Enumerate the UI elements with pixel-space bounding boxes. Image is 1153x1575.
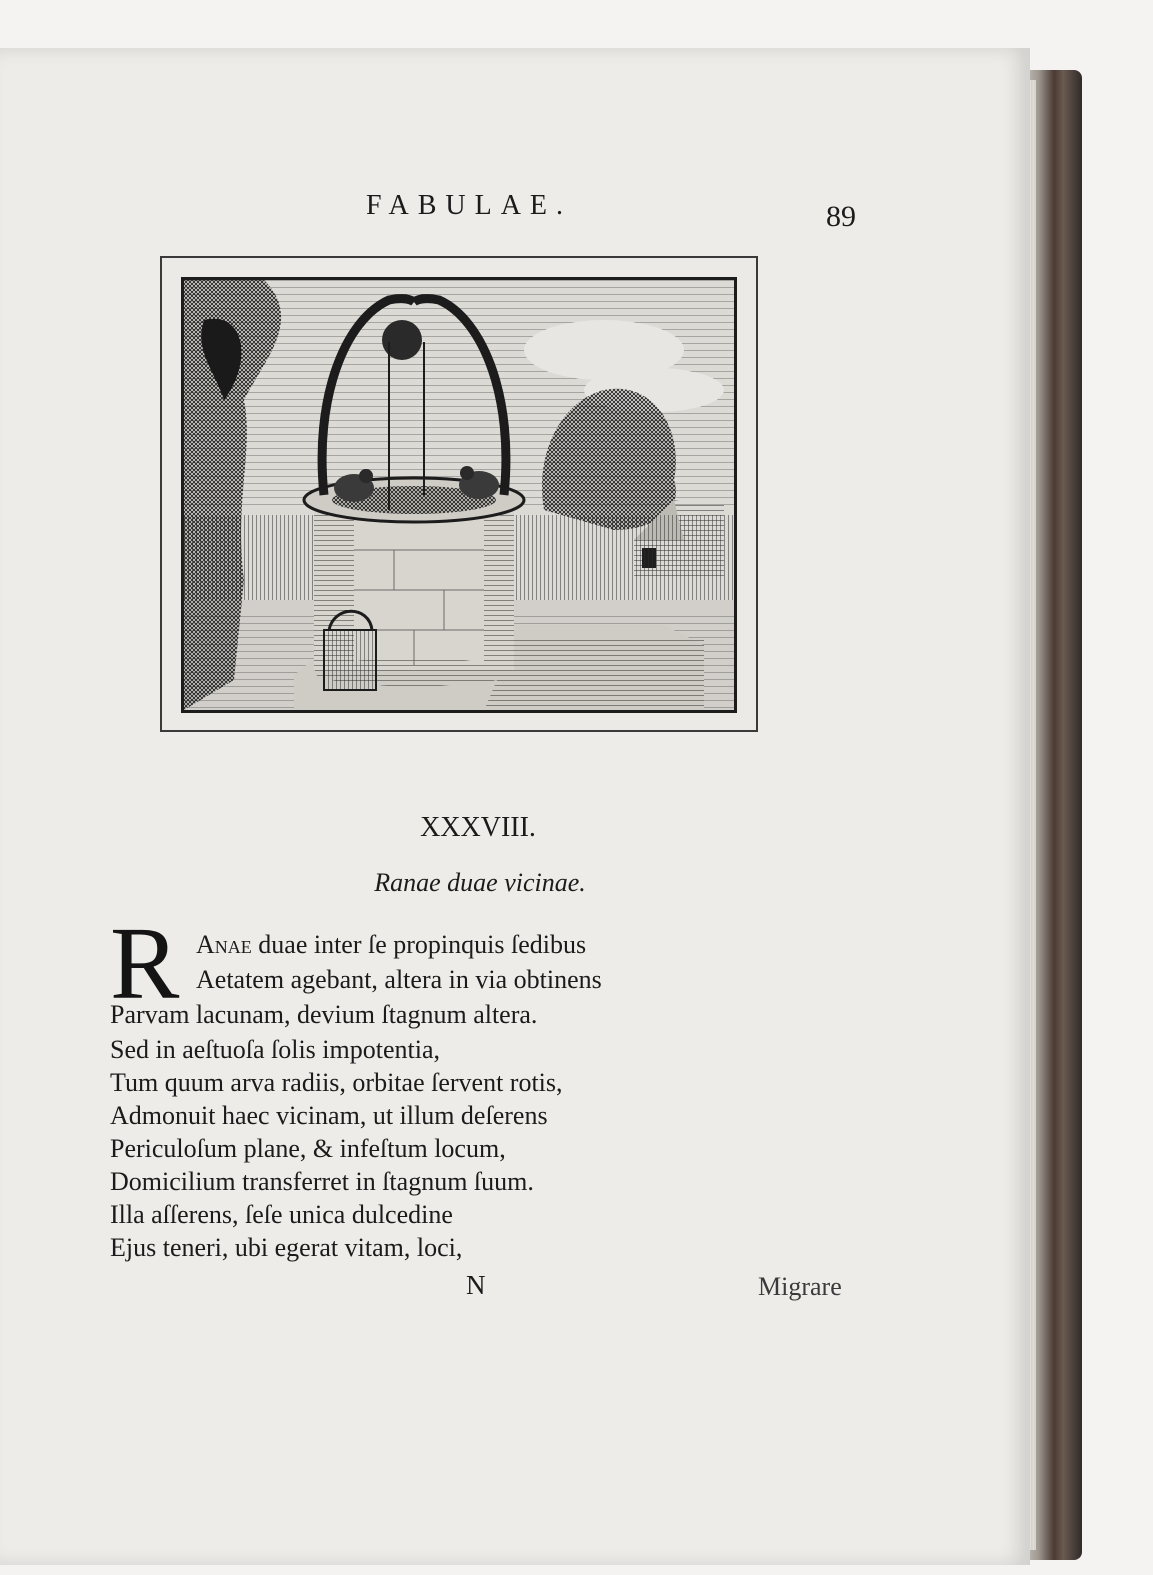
running-head: FABULAE. <box>366 190 573 221</box>
signature-mark: N <box>466 1270 486 1300</box>
verse-line-9: Illa aſſerens, ſeſe unica dulcedine <box>110 1200 453 1229</box>
first-line-rest: duae inter ſe propinquis ſedibus <box>251 930 587 959</box>
catchword: Migrare <box>758 1272 842 1301</box>
fable-number: XXXVIII. <box>420 812 536 843</box>
verse-line-7: Periculoſum plane, & infeſtum locum, <box>110 1134 506 1163</box>
verse-line-8: Domicilium transferret in ſtagnum ſuum. <box>110 1167 534 1196</box>
verse-line-5: Tum quum arva radiis, orbitae ſervent rotis, <box>110 1068 563 1097</box>
verse-line-6: Admonuit haec vicinam, ut illum deſerens <box>110 1101 548 1130</box>
page-number: 89 <box>826 200 856 233</box>
show-through-text <box>300 820 306 846</box>
verse-line-10: Ejus teneri, ubi egerat vitam, loci, <box>110 1233 463 1262</box>
engraving-illustration <box>181 277 737 713</box>
verse-line-4: Sed in aeſtuoſa ſolis impotentia, <box>110 1035 441 1064</box>
first-word-smallcaps: Anae <box>196 930 252 959</box>
well-engraving-image <box>184 280 734 710</box>
drop-cap-initial: R <box>110 906 180 1021</box>
verse-line-1 <box>196 930 586 960</box>
verse-line-3: Parvam lacunam, devium ſtagnum altera. <box>110 1000 538 1029</box>
verse-line-2: Aetatem agebant, altera in via obtinens <box>196 965 602 994</box>
fable-title: Ranae duae vicinae. <box>374 868 586 897</box>
